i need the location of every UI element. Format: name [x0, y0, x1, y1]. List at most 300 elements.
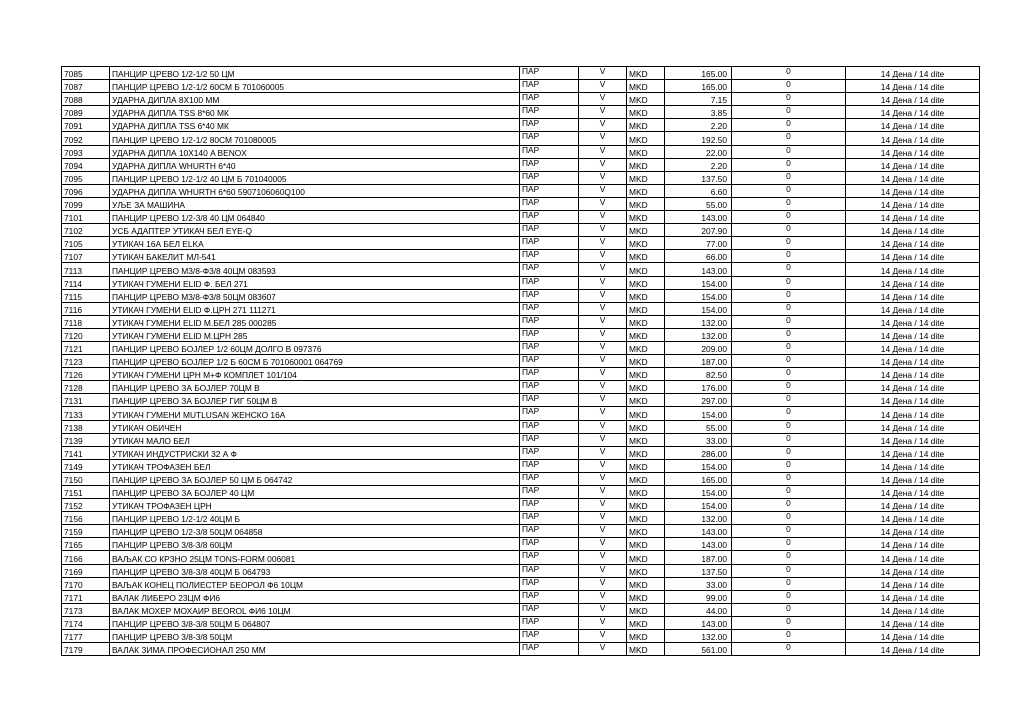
table-row [62, 499, 980, 512]
price-cell: 154.00 [665, 302, 732, 315]
unit-cell: ПАР [520, 486, 579, 499]
currency-cell: MKD [627, 407, 665, 420]
item-code-cell: 7094 [62, 158, 110, 171]
item-name-cell: УТИКАЧ 16А БЕЛ ELKA [110, 237, 520, 250]
v-mark-cell: V [579, 276, 627, 289]
item-name-cell: УДАРНА ДИПЛА WHURTH 6*40 [110, 158, 520, 171]
delivery-term-cell: 14 Дена / 14 dite [846, 394, 980, 407]
delivery-term-cell: 14 Дена / 14 dite [846, 341, 980, 354]
price-list-body [62, 67, 980, 656]
table-row [62, 368, 980, 381]
unit-cell: ПАР [520, 119, 579, 132]
table-row [62, 577, 980, 590]
currency-cell: MKD [627, 394, 665, 407]
unit-cell: ПАР [520, 158, 579, 171]
currency-cell: MKD [627, 158, 665, 171]
v-mark-cell: V [579, 289, 627, 302]
item-code-cell: 7169 [62, 564, 110, 577]
currency-cell: MKD [627, 564, 665, 577]
currency-cell: MKD [627, 459, 665, 472]
item-code-cell: 7118 [62, 315, 110, 328]
unit-cell: ПАР [520, 512, 579, 525]
table-row [62, 119, 980, 132]
currency-cell: MKD [627, 276, 665, 289]
delivery-term-cell: 14 Дена / 14 dite [846, 564, 980, 577]
item-code-cell: 7088 [62, 93, 110, 106]
delivery-term-cell: 14 Дена / 14 dite [846, 368, 980, 381]
table-row [62, 197, 980, 210]
table-row [62, 315, 980, 328]
price-cell: 176.00 [665, 381, 732, 394]
unit-cell: ПАР [520, 250, 579, 263]
currency-cell: MKD [627, 119, 665, 132]
delivery-term-cell: 14 Дена / 14 dite [846, 276, 980, 289]
stock-cell: 0 [732, 446, 846, 459]
price-cell: 187.00 [665, 551, 732, 564]
item-code-cell: 7107 [62, 250, 110, 263]
v-mark-cell: V [579, 158, 627, 171]
stock-cell: 0 [732, 486, 846, 499]
v-mark-cell: V [579, 616, 627, 629]
item-code-cell: 7114 [62, 276, 110, 289]
currency-cell: MKD [627, 145, 665, 158]
stock-cell: 0 [732, 145, 846, 158]
item-name-cell: ПАНЦИР ЦРЕВО 1/2-1/2 40 ЦМ Б 701040005 [110, 171, 520, 184]
item-code-cell: 7166 [62, 551, 110, 564]
item-name-cell: УТИКАЧ ТРОФАЗЕН ЦРН [110, 499, 520, 512]
v-mark-cell: V [579, 577, 627, 590]
stock-cell: 0 [732, 590, 846, 603]
delivery-term-cell: 14 Дена / 14 dite [846, 616, 980, 629]
item-name-cell: УТИКАЧ ОБИЧЕН [110, 420, 520, 433]
item-code-cell: 7174 [62, 616, 110, 629]
item-code-cell: 7173 [62, 603, 110, 616]
item-name-cell: ВАЉАК КОНЕЦ ПОЛИЕСТЕР БЕОРОЛ Ф6 10ЦМ [110, 577, 520, 590]
unit-cell: ПАР [520, 643, 579, 656]
v-mark-cell: V [579, 643, 627, 656]
unit-cell: ПАР [520, 276, 579, 289]
currency-cell: MKD [627, 67, 665, 80]
item-name-cell: ВАЛАК ЛИБЕРО 23ЦМ ФИ6 [110, 590, 520, 603]
v-mark-cell: V [579, 499, 627, 512]
currency-cell: MKD [627, 577, 665, 590]
currency-cell: MKD [627, 472, 665, 485]
stock-cell: 0 [732, 328, 846, 341]
unit-cell: ПАР [520, 394, 579, 407]
table-row [62, 132, 980, 145]
table-row [62, 93, 980, 106]
v-mark-cell: V [579, 590, 627, 603]
unit-cell: ПАР [520, 106, 579, 119]
v-mark-cell: V [579, 93, 627, 106]
stock-cell: 0 [732, 525, 846, 538]
stock-cell: 0 [732, 512, 846, 525]
item-name-cell: УТИКАЧ МАЛО БЕЛ [110, 433, 520, 446]
currency-cell: MKD [627, 171, 665, 184]
unit-cell: ПАР [520, 80, 579, 93]
price-cell: 77.00 [665, 237, 732, 250]
v-mark-cell: V [579, 132, 627, 145]
currency-cell: MKD [627, 315, 665, 328]
delivery-term-cell: 14 Дена / 14 dite [846, 551, 980, 564]
price-cell: 132.00 [665, 630, 732, 643]
item-code-cell: 7141 [62, 446, 110, 459]
delivery-term-cell: 14 Дена / 14 dite [846, 603, 980, 616]
item-code-cell: 7150 [62, 472, 110, 485]
price-cell: 132.00 [665, 328, 732, 341]
item-code-cell: 7099 [62, 197, 110, 210]
item-code-cell: 7138 [62, 420, 110, 433]
price-cell: 55.00 [665, 197, 732, 210]
table-row [62, 289, 980, 302]
item-code-cell: 7165 [62, 538, 110, 551]
v-mark-cell: V [579, 106, 627, 119]
v-mark-cell: V [579, 564, 627, 577]
item-name-cell: ПАНЦИР ЦРЕВО 3/8-3/8 50ЦМ [110, 630, 520, 643]
v-mark-cell: V [579, 420, 627, 433]
table-row [62, 263, 980, 276]
table-row [62, 459, 980, 472]
table-row [62, 643, 980, 656]
item-name-cell: УЉЕ ЗА МАШИНА [110, 197, 520, 210]
currency-cell: MKD [627, 551, 665, 564]
stock-cell: 0 [732, 224, 846, 237]
item-code-cell: 7171 [62, 590, 110, 603]
unit-cell: ПАР [520, 132, 579, 145]
table-row [62, 472, 980, 485]
stock-cell: 0 [732, 643, 846, 656]
price-cell: 154.00 [665, 459, 732, 472]
price-cell: 143.00 [665, 263, 732, 276]
unit-cell: ПАР [520, 197, 579, 210]
price-cell: 33.00 [665, 577, 732, 590]
table-row [62, 446, 980, 459]
stock-cell: 0 [732, 276, 846, 289]
item-name-cell: УТИКАЧ ГУМЕНИ ЦРН М+Ф КОМПЛЕТ 101/104 [110, 368, 520, 381]
table-row [62, 355, 980, 368]
unit-cell: ПАР [520, 538, 579, 551]
unit-cell: ПАР [520, 525, 579, 538]
unit-cell: ПАР [520, 328, 579, 341]
price-cell: 132.00 [665, 315, 732, 328]
currency-cell: MKD [627, 132, 665, 145]
item-code-cell: 7121 [62, 341, 110, 354]
delivery-term-cell: 14 Дена / 14 dite [846, 315, 980, 328]
item-code-cell: 7116 [62, 302, 110, 315]
unit-cell: ПАР [520, 211, 579, 224]
table-row [62, 341, 980, 354]
unit-cell: ПАР [520, 499, 579, 512]
item-name-cell: ПАНЦИР ЦРЕВО 1/2-3/8 40 ЦМ 064840 [110, 211, 520, 224]
stock-cell: 0 [732, 289, 846, 302]
unit-cell: ПАР [520, 603, 579, 616]
delivery-term-cell: 14 Дена / 14 dite [846, 381, 980, 394]
v-mark-cell: V [579, 211, 627, 224]
v-mark-cell: V [579, 433, 627, 446]
v-mark-cell: V [579, 538, 627, 551]
item-code-cell: 7105 [62, 237, 110, 250]
stock-cell: 0 [732, 381, 846, 394]
delivery-term-cell: 14 Дена / 14 dite [846, 472, 980, 485]
item-name-cell: УТИКАЧ ТРОФАЗЕН БЕЛ [110, 459, 520, 472]
price-cell: 286.00 [665, 446, 732, 459]
item-name-cell: ПАНЦИР ЦРЕВО ЗА БОЈЛЕР ГИГ 50ЦМ B [110, 394, 520, 407]
delivery-term-cell: 14 Дена / 14 dite [846, 145, 980, 158]
v-mark-cell: V [579, 341, 627, 354]
item-code-cell: 7128 [62, 381, 110, 394]
delivery-term-cell: 14 Дена / 14 dite [846, 446, 980, 459]
unit-cell: ПАР [520, 459, 579, 472]
table-row [62, 106, 980, 119]
item-name-cell: УТИКАЧ ГУМЕНИ MUTLUSAN ЖЕНСКО 16А [110, 407, 520, 420]
item-name-cell: ВАЉАК СО КРЗНО 25ЦМ TONS-FORM 006081 [110, 551, 520, 564]
currency-cell: MKD [627, 355, 665, 368]
currency-cell: MKD [627, 237, 665, 250]
item-code-cell: 7123 [62, 355, 110, 368]
stock-cell: 0 [732, 472, 846, 485]
table-row [62, 328, 980, 341]
table-row [62, 237, 980, 250]
table-row [62, 420, 980, 433]
unit-cell: ПАР [520, 289, 579, 302]
price-cell: 143.00 [665, 525, 732, 538]
item-name-cell: УТИКАЧ ИНДУСТРИСКИ 32 А Ф [110, 446, 520, 459]
currency-cell: MKD [627, 603, 665, 616]
stock-cell: 0 [732, 93, 846, 106]
stock-cell: 0 [732, 341, 846, 354]
table-row [62, 603, 980, 616]
delivery-term-cell: 14 Дена / 14 dite [846, 525, 980, 538]
stock-cell: 0 [732, 132, 846, 145]
price-cell: 165.00 [665, 67, 732, 80]
delivery-term-cell: 14 Дена / 14 dite [846, 630, 980, 643]
unit-cell: ПАР [520, 224, 579, 237]
table-row [62, 551, 980, 564]
item-name-cell: ПАНЦИР ЦРЕВО ЗА БОЈЛЕР 50 ЦМ Б 064742 [110, 472, 520, 485]
v-mark-cell: V [579, 184, 627, 197]
stock-cell: 0 [732, 603, 846, 616]
unit-cell: ПАР [520, 630, 579, 643]
v-mark-cell: V [579, 80, 627, 93]
item-name-cell: УТИКАЧ ГУМЕНИ ELID Ф. БЕЛ 271 [110, 276, 520, 289]
stock-cell: 0 [732, 315, 846, 328]
delivery-term-cell: 14 Дена / 14 dite [846, 93, 980, 106]
delivery-term-cell: 14 Дена / 14 dite [846, 184, 980, 197]
unit-cell: ПАР [520, 145, 579, 158]
item-name-cell: ПАНЦИР ЦРЕВО 1/2-1/2 60СМ Б 701060005 [110, 80, 520, 93]
stock-cell: 0 [732, 630, 846, 643]
v-mark-cell: V [579, 355, 627, 368]
item-code-cell: 7093 [62, 145, 110, 158]
v-mark-cell: V [579, 525, 627, 538]
price-cell: 132.00 [665, 512, 732, 525]
delivery-term-cell: 14 Дена / 14 dite [846, 577, 980, 590]
price-cell: 2.20 [665, 158, 732, 171]
table-row [62, 171, 980, 184]
currency-cell: MKD [627, 289, 665, 302]
price-cell: 137.50 [665, 564, 732, 577]
table-row [62, 590, 980, 603]
item-code-cell: 7120 [62, 328, 110, 341]
v-mark-cell: V [579, 630, 627, 643]
unit-cell: ПАР [520, 263, 579, 276]
item-name-cell: ПАНЦИР ЦРЕВО БОЈЛЕР 1/2 60ЦМ ДОЛГО B 097376 [110, 341, 520, 354]
currency-cell: MKD [627, 341, 665, 354]
stock-cell: 0 [732, 459, 846, 472]
item-name-cell: ПАНЦИР ЦРЕВО М3/8-Ф3/8 50ЦМ 083607 [110, 289, 520, 302]
currency-cell: MKD [627, 616, 665, 629]
item-code-cell: 7151 [62, 486, 110, 499]
item-name-cell: УДАРНА ДИПЛА TSS 6*40 МК [110, 119, 520, 132]
v-mark-cell: V [579, 459, 627, 472]
v-mark-cell: V [579, 381, 627, 394]
delivery-term-cell: 14 Дена / 14 dite [846, 512, 980, 525]
currency-cell: MKD [627, 420, 665, 433]
item-name-cell: ВАЛАК МОХЕР МОХАИР BEOROL ФИ6 10ЦМ [110, 603, 520, 616]
delivery-term-cell: 14 Дена / 14 dite [846, 119, 980, 132]
table-row [62, 145, 980, 158]
delivery-term-cell: 14 Дена / 14 dite [846, 67, 980, 80]
v-mark-cell: V [579, 472, 627, 485]
item-code-cell: 7177 [62, 630, 110, 643]
unit-cell: ПАР [520, 355, 579, 368]
item-name-cell: ПАНЦИР ЦРЕВО 3/8-3/8 40ЦМ Б 064793 [110, 564, 520, 577]
delivery-term-cell: 14 Дена / 14 dite [846, 459, 980, 472]
delivery-term-cell: 14 Дена / 14 dite [846, 263, 980, 276]
currency-cell: MKD [627, 93, 665, 106]
table-row [62, 250, 980, 263]
price-cell: 209.00 [665, 341, 732, 354]
stock-cell: 0 [732, 499, 846, 512]
price-cell: 207.90 [665, 224, 732, 237]
stock-cell: 0 [732, 302, 846, 315]
currency-cell: MKD [627, 590, 665, 603]
currency-cell: MKD [627, 499, 665, 512]
delivery-term-cell: 14 Дена / 14 dite [846, 538, 980, 551]
delivery-term-cell: 14 Дена / 14 dite [846, 643, 980, 656]
price-cell: 82.50 [665, 368, 732, 381]
item-code-cell: 7131 [62, 394, 110, 407]
stock-cell: 0 [732, 106, 846, 119]
stock-cell: 0 [732, 237, 846, 250]
item-name-cell: ПАНЦИР ЦРЕВО БОЈЛЕР 1/2 Б 60СМ Б 701060001 064769 [110, 355, 520, 368]
stock-cell: 0 [732, 250, 846, 263]
currency-cell: MKD [627, 538, 665, 551]
price-cell: 7.15 [665, 93, 732, 106]
v-mark-cell: V [579, 67, 627, 80]
stock-cell: 0 [732, 538, 846, 551]
item-name-cell: УТИКАЧ БАКЕЛИТ МЛ-541 [110, 250, 520, 263]
stock-cell: 0 [732, 616, 846, 629]
price-cell: 22.00 [665, 145, 732, 158]
price-cell: 143.00 [665, 211, 732, 224]
stock-cell: 0 [732, 433, 846, 446]
price-cell: 561.00 [665, 643, 732, 656]
delivery-term-cell: 14 Дена / 14 dite [846, 590, 980, 603]
item-name-cell: ПАНЦИР ЦРЕВО ЗА БОЈЛЕР 40 ЦМ [110, 486, 520, 499]
currency-cell: MKD [627, 80, 665, 93]
item-code-cell: 7113 [62, 263, 110, 276]
price-cell: 297.00 [665, 394, 732, 407]
unit-cell: ПАР [520, 577, 579, 590]
table-row [62, 512, 980, 525]
item-name-cell: ПАНЦИР ЦРЕВО 3/8-3/8 60ЦМ [110, 538, 520, 551]
price-cell: 154.00 [665, 289, 732, 302]
delivery-term-cell: 14 Дена / 14 dite [846, 355, 980, 368]
unit-cell: ПАР [520, 368, 579, 381]
delivery-term-cell: 14 Дена / 14 dite [846, 328, 980, 341]
item-name-cell: УСБ АДАПТЕР УТИКАЧ БЕЛ EYE-Q [110, 224, 520, 237]
delivery-term-cell: 14 Дена / 14 dite [846, 197, 980, 210]
v-mark-cell: V [579, 486, 627, 499]
table-row [62, 538, 980, 551]
price-cell: 6.60 [665, 184, 732, 197]
currency-cell: MKD [627, 106, 665, 119]
table-row [62, 211, 980, 224]
currency-cell: MKD [627, 525, 665, 538]
delivery-term-cell: 14 Дена / 14 dite [846, 433, 980, 446]
item-code-cell: 7102 [62, 224, 110, 237]
table-row [62, 80, 980, 93]
item-code-cell: 7085 [62, 67, 110, 80]
delivery-term-cell: 14 Дена / 14 dite [846, 171, 980, 184]
delivery-term-cell: 14 Дена / 14 dite [846, 158, 980, 171]
item-name-cell: УТИКАЧ ГУМЕНИ ELID М.ЦРН 285 [110, 328, 520, 341]
stock-cell: 0 [732, 355, 846, 368]
delivery-term-cell: 14 Дена / 14 dite [846, 420, 980, 433]
unit-cell: ПАР [520, 616, 579, 629]
delivery-term-cell: 14 Дена / 14 dite [846, 132, 980, 145]
unit-cell: ПАР [520, 67, 579, 80]
table-row [62, 302, 980, 315]
currency-cell: MKD [627, 302, 665, 315]
currency-cell: MKD [627, 381, 665, 394]
table-row [62, 394, 980, 407]
unit-cell: ПАР [520, 381, 579, 394]
unit-cell: ПАР [520, 315, 579, 328]
price-cell: 143.00 [665, 538, 732, 551]
price-cell: 165.00 [665, 80, 732, 93]
price-cell: 154.00 [665, 407, 732, 420]
v-mark-cell: V [579, 197, 627, 210]
item-name-cell: ПАНЦИР ЦРЕВО 1/2-3/8 50ЦМ 064858 [110, 525, 520, 538]
v-mark-cell: V [579, 237, 627, 250]
v-mark-cell: V [579, 407, 627, 420]
table-row [62, 564, 980, 577]
stock-cell: 0 [732, 577, 846, 590]
item-code-cell: 7091 [62, 119, 110, 132]
price-cell: 99.00 [665, 590, 732, 603]
v-mark-cell: V [579, 171, 627, 184]
unit-cell: ПАР [520, 302, 579, 315]
stock-cell: 0 [732, 551, 846, 564]
delivery-term-cell: 14 Дена / 14 dite [846, 106, 980, 119]
stock-cell: 0 [732, 197, 846, 210]
price-cell: 55.00 [665, 420, 732, 433]
v-mark-cell: V [579, 603, 627, 616]
item-name-cell: УДАРНА ДИПЛА 10Х140 A BENOX [110, 145, 520, 158]
delivery-term-cell: 14 Дена / 14 dite [846, 486, 980, 499]
price-list-table [61, 66, 980, 656]
table-row [62, 407, 980, 420]
v-mark-cell: V [579, 368, 627, 381]
v-mark-cell: V [579, 250, 627, 263]
delivery-term-cell: 14 Дена / 14 dite [846, 237, 980, 250]
table-row [62, 381, 980, 394]
price-cell: 154.00 [665, 499, 732, 512]
item-name-cell: УДАРНА ДИПЛА TSS 8*60 МК [110, 106, 520, 119]
item-code-cell: 7087 [62, 80, 110, 93]
